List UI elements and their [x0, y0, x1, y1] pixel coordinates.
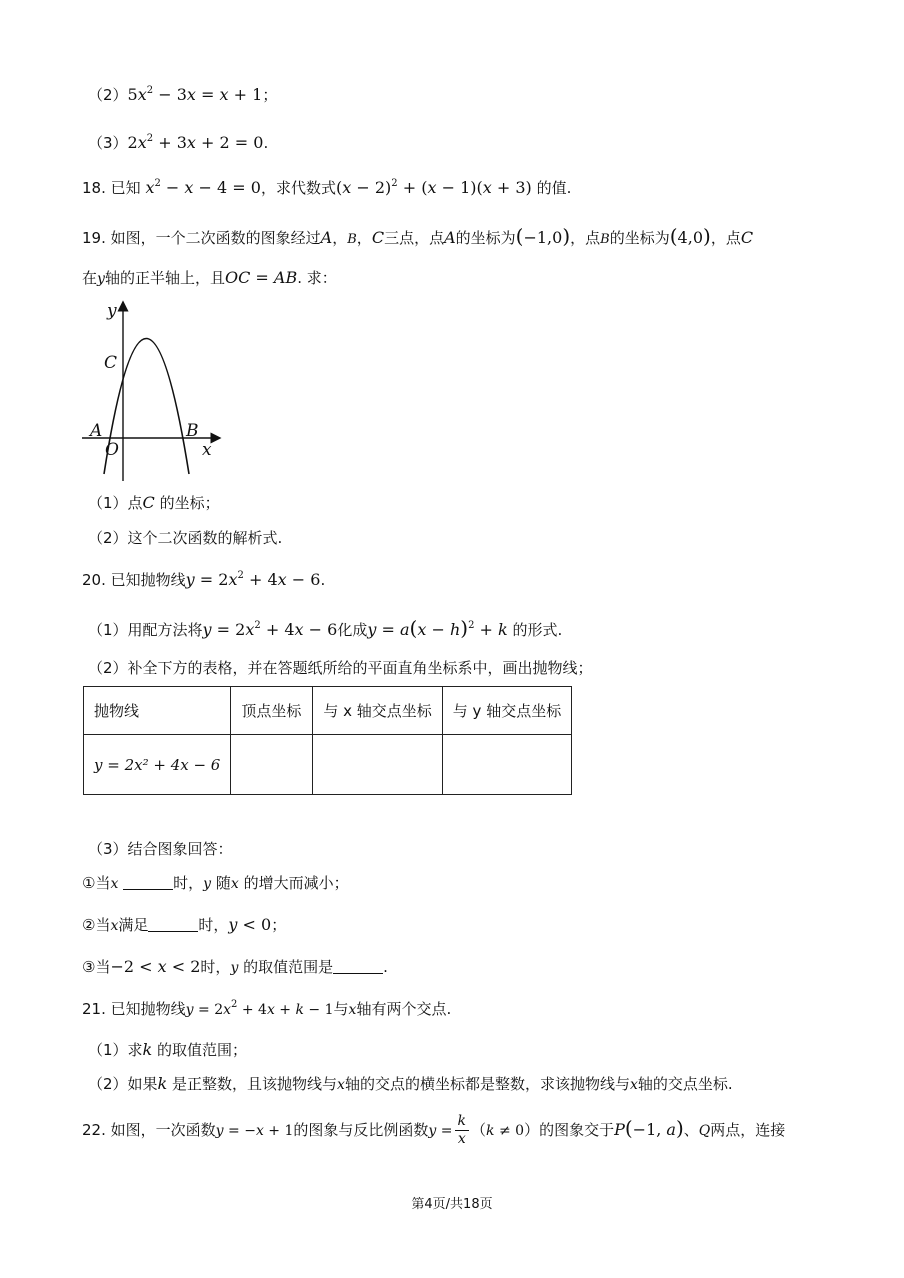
header-x-intercept: 与 x 轴交点坐标 [313, 687, 442, 735]
label-o: O [105, 440, 119, 460]
problem-20-part-2: （2）补全下方的表格，并在答题纸所给的平面直角坐标系中，画出抛物线； [88, 659, 593, 677]
problem-19-part-1: （1）点C 的坐标； [88, 493, 220, 512]
header-parabola: 抛物线 [84, 687, 231, 735]
answer-blank[interactable] [123, 875, 173, 890]
expression: $(x - 2)^2 + (x - 1)(x + 3)$ [335, 178, 532, 197]
label-y: y [107, 301, 117, 321]
cell-parabola: y = 2x² + 4x − 6 [84, 735, 231, 795]
page-footer: 第4页/共18页 [411, 1197, 493, 1212]
parabola-figure [78, 296, 228, 486]
fraction-k-over-x: $\frac{k}{x}$ [455, 1113, 469, 1148]
problem-19-part-2: （2）这个二次函数的解析式. [88, 529, 283, 547]
problem-20-part-3: （3）结合图象回答： [88, 840, 233, 858]
problem-19-line-2: 在y轴的正半轴上，且OC = AB. 求： [82, 268, 337, 287]
problem-17-part-3: $(3)2x^2 + 3x + 2 = 0$. [88, 133, 269, 152]
problem-21: 21. 已知抛物线$y = 2x^2 + 4x + k - 1$与x轴有两个交点. [82, 999, 452, 1018]
problem-17-part-2: $(2)5x^2 - 3x = x + 1$； [88, 85, 278, 104]
problem-20-item-2: ②当x满足 时，y < 0； [82, 915, 287, 934]
equation: $5x^2 - 3x = x + 1$ [127, 85, 263, 104]
problem-20-item-1: ①当x 时，y 随x 的增大而减小； [82, 874, 349, 892]
answer-blank[interactable] [333, 959, 383, 974]
equation: $x^2 - x - 4 = 0$ [145, 178, 261, 197]
label-b: B [186, 421, 199, 441]
label-x: x [202, 440, 212, 460]
problem-20: 20. 已知抛物线$y = 2x^2 + 4x - 6$. [82, 570, 326, 589]
equation: $2x^2 + 3x + 2 = 0$ [127, 133, 264, 152]
problem-21-part-2: （2）如果k 是正整数，且该抛物线与x轴的交点的横坐标都是整数，求该抛物线与x轴的交点坐标. [88, 1074, 733, 1093]
label-c: C [104, 353, 118, 373]
cell-vertex[interactable] [231, 735, 313, 795]
label-a: A [90, 421, 103, 441]
problem-21-part-1: （1）求k 的取值范围； [88, 1040, 248, 1059]
header-y-intercept: 与 y 轴交点坐标 [442, 687, 571, 735]
header-vertex: 顶点坐标 [231, 687, 313, 735]
problem-20-part-1: （1）用配方法将$y = 2x^2 + 4x - 6$化成$y = a(x - h)^2 + k$ 的形式. [88, 616, 563, 640]
problem-22: 22. 如图，一次函数y = −x + 1的图象与反比例函数y = $\frac{k}{x}$ （k ≠ 0）的图象交于P(−1, a)、Q两点，连接 [82, 1113, 786, 1147]
problem-20-item-3: ③当−2 < x < 2时，y 的取值范围是 . [82, 957, 388, 976]
answer-blank[interactable] [148, 917, 198, 932]
cell-y-intercept[interactable] [442, 735, 571, 795]
cell-x-intercept[interactable] [313, 735, 442, 795]
parabola-table [83, 686, 572, 795]
problem-19-line-1: 19. 如图，一个二次函数的图象经过A，B，C三点，点A的坐标为(−1,0)，点B的坐标为(4,0)，点C [82, 224, 754, 248]
problem-18: 18. 已知 $x^2 - x - 4 = 0$，求代数式$(x - 2)^2 + (x - 1)(x + 3)$ 的值. [82, 178, 572, 197]
